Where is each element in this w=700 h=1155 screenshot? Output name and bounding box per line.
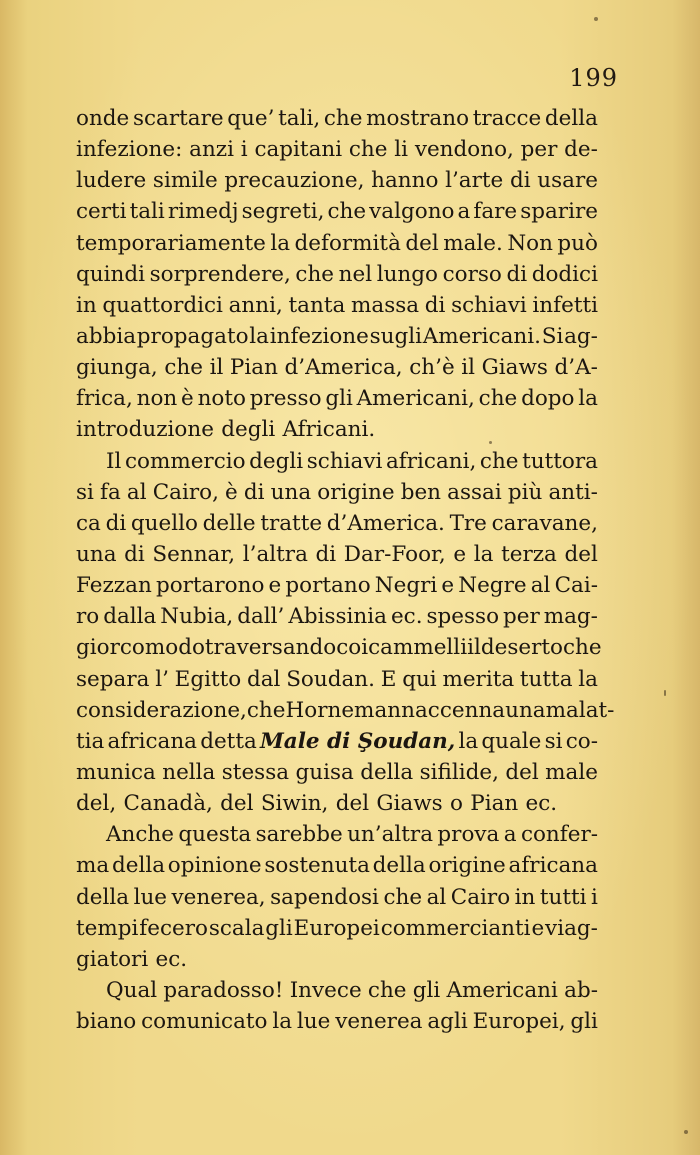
text-line bbox=[76, 383, 598, 414]
word: portarono bbox=[155, 573, 265, 599]
word: ag- bbox=[564, 323, 598, 349]
word: a bbox=[457, 199, 471, 225]
word: scartare bbox=[132, 106, 224, 131]
word: Europei bbox=[293, 915, 380, 941]
text-line bbox=[76, 601, 598, 632]
word: de- bbox=[564, 137, 598, 163]
emphasized-term: Male di Şoudan, bbox=[259, 728, 456, 754]
word: valgono bbox=[369, 199, 455, 225]
word: paradosso! bbox=[163, 977, 284, 1003]
word: fecero bbox=[139, 915, 208, 941]
text-line bbox=[76, 664, 598, 695]
word: temporariamente bbox=[76, 230, 266, 256]
text-line bbox=[76, 695, 615, 726]
word: traversando bbox=[204, 635, 337, 661]
word: di bbox=[506, 261, 528, 287]
word: capitani bbox=[254, 137, 343, 163]
word: Cai- bbox=[554, 573, 598, 599]
word: di bbox=[243, 479, 265, 505]
word: di bbox=[424, 292, 446, 318]
word: per bbox=[502, 604, 540, 630]
text-line bbox=[76, 477, 598, 508]
paper-speck bbox=[594, 17, 598, 21]
word: Qual bbox=[106, 977, 158, 1003]
word: che bbox=[327, 199, 367, 225]
text-line bbox=[76, 757, 598, 788]
word: giunga, bbox=[76, 355, 158, 381]
word: munica bbox=[76, 759, 156, 785]
word: abbia bbox=[76, 323, 137, 349]
word: Sennar, bbox=[152, 541, 236, 567]
text-line bbox=[76, 134, 598, 165]
word: Pian bbox=[470, 791, 519, 817]
word: ca bbox=[76, 510, 101, 536]
word: a bbox=[503, 822, 517, 848]
word: sarebbe bbox=[255, 822, 343, 848]
word: sugli bbox=[369, 323, 423, 349]
word: certi bbox=[76, 199, 127, 225]
word: i bbox=[240, 137, 248, 163]
word: che bbox=[383, 884, 423, 910]
word: del bbox=[220, 791, 254, 817]
word: ch’è bbox=[409, 355, 455, 381]
word: deformità bbox=[294, 230, 401, 256]
text-line bbox=[76, 290, 598, 321]
text-line bbox=[76, 570, 598, 601]
word: infetti bbox=[532, 292, 598, 318]
word: mag- bbox=[543, 604, 598, 630]
word: dalla bbox=[103, 604, 157, 630]
word: Cairo bbox=[450, 884, 511, 910]
word: giatori bbox=[76, 946, 149, 972]
word: co- bbox=[565, 728, 598, 754]
word: la bbox=[473, 541, 494, 567]
word: propagato bbox=[136, 323, 249, 349]
word: Anche bbox=[106, 822, 174, 848]
word: segreti, bbox=[241, 199, 325, 225]
word: male bbox=[545, 759, 598, 785]
word: simile bbox=[152, 168, 218, 194]
word: nel bbox=[338, 261, 373, 287]
word: Negri bbox=[374, 573, 438, 599]
word: scala bbox=[208, 915, 265, 941]
word: quindi bbox=[76, 261, 145, 287]
word: frica, bbox=[76, 386, 133, 412]
text-line bbox=[76, 539, 598, 570]
word: un’altra bbox=[347, 822, 434, 848]
word: lue bbox=[296, 1009, 331, 1035]
word: Canadà, bbox=[123, 791, 213, 817]
text-line bbox=[76, 321, 598, 352]
word: Abissinia bbox=[288, 604, 387, 630]
word: sparire bbox=[520, 199, 598, 225]
word: Si bbox=[541, 323, 564, 349]
word: ec. bbox=[155, 946, 188, 972]
word: presso bbox=[249, 386, 322, 412]
word: è bbox=[181, 386, 194, 412]
word: sostenuta bbox=[264, 853, 370, 879]
word: della bbox=[76, 884, 130, 910]
body-text bbox=[76, 103, 615, 1037]
paper-speck bbox=[664, 690, 666, 696]
word: massa bbox=[350, 292, 420, 318]
word: fa bbox=[100, 479, 121, 505]
word: terza bbox=[501, 541, 557, 567]
word: tratte bbox=[260, 510, 323, 536]
word: gli bbox=[570, 1009, 598, 1035]
word: gli bbox=[325, 386, 353, 412]
word: Hornemann bbox=[285, 697, 415, 723]
word: delle bbox=[202, 510, 256, 536]
text-line bbox=[76, 882, 598, 913]
word: l’ bbox=[155, 666, 169, 692]
word: schiavi bbox=[306, 448, 383, 474]
word: una bbox=[270, 479, 312, 505]
word: per bbox=[520, 137, 558, 163]
word: detta bbox=[200, 728, 257, 754]
word: questa bbox=[178, 822, 252, 848]
word: l’arte bbox=[445, 168, 504, 194]
word: che bbox=[348, 137, 388, 163]
text-line bbox=[76, 196, 598, 227]
word: africana bbox=[107, 728, 197, 754]
word: in bbox=[76, 292, 97, 318]
text-line bbox=[76, 944, 598, 975]
word: ben bbox=[400, 479, 442, 505]
text-line bbox=[76, 788, 598, 819]
word: quale bbox=[481, 728, 542, 754]
word: tali, bbox=[278, 106, 321, 131]
word: anzi bbox=[189, 137, 235, 163]
word: assai bbox=[447, 479, 502, 505]
word: caravane, bbox=[491, 510, 598, 536]
word: Americani, bbox=[356, 386, 475, 412]
text-line bbox=[76, 819, 598, 850]
word: d’America, bbox=[284, 355, 403, 381]
word: della bbox=[360, 759, 414, 785]
word: del bbox=[505, 759, 539, 785]
word: agli bbox=[427, 1009, 468, 1035]
text-line bbox=[76, 352, 598, 383]
word: li bbox=[394, 137, 409, 163]
word: gli bbox=[265, 915, 293, 941]
word: dal bbox=[246, 666, 281, 692]
word: ro bbox=[76, 604, 100, 630]
word: quattordici bbox=[102, 292, 223, 318]
text-line bbox=[76, 446, 598, 477]
word: accenna bbox=[414, 697, 506, 723]
word: che bbox=[323, 106, 363, 131]
word: anni, bbox=[228, 292, 283, 318]
word: merita bbox=[442, 666, 515, 692]
word: che bbox=[246, 697, 286, 723]
word: Americani bbox=[446, 977, 558, 1003]
word: E bbox=[380, 666, 397, 692]
word: schiavi bbox=[451, 292, 527, 318]
word: e bbox=[531, 915, 545, 941]
word: e bbox=[268, 573, 282, 599]
word: ab- bbox=[564, 977, 598, 1003]
word: del bbox=[564, 541, 598, 567]
word: che bbox=[478, 386, 518, 412]
word: Negre bbox=[458, 573, 527, 599]
word: fare bbox=[473, 199, 518, 225]
word: Non bbox=[507, 230, 553, 256]
text-line bbox=[76, 165, 598, 196]
page-number: 199 bbox=[569, 64, 618, 92]
word: tempi bbox=[76, 915, 139, 941]
word: degli bbox=[221, 417, 276, 443]
text-line bbox=[76, 726, 598, 757]
word: tali bbox=[129, 199, 165, 225]
word: della bbox=[544, 106, 598, 131]
word: la bbox=[458, 728, 479, 754]
word: precauzione, bbox=[224, 168, 365, 194]
word: coi bbox=[336, 635, 369, 661]
word: del bbox=[405, 230, 439, 256]
word: Pian bbox=[229, 355, 278, 381]
word: d’America. bbox=[326, 510, 445, 536]
word: infezione bbox=[269, 323, 369, 349]
text-line bbox=[76, 975, 598, 1006]
word: prova bbox=[437, 822, 500, 848]
word: ma bbox=[76, 853, 110, 879]
word: al bbox=[530, 573, 551, 599]
word: la bbox=[270, 230, 291, 256]
word: rimedj bbox=[167, 199, 239, 225]
word: biano bbox=[76, 1009, 137, 1035]
word: comodo bbox=[119, 635, 205, 661]
word: malat- bbox=[545, 697, 615, 723]
word: Invece bbox=[289, 977, 362, 1003]
word: d’A- bbox=[554, 355, 598, 381]
word: cammelli bbox=[368, 635, 468, 661]
word: in bbox=[514, 884, 536, 910]
word: vendono, bbox=[414, 137, 514, 163]
word: Dar-Foor, bbox=[343, 541, 446, 567]
text-line bbox=[76, 632, 602, 663]
word: usare bbox=[537, 168, 598, 194]
word: que’ bbox=[227, 106, 275, 131]
word: la bbox=[249, 323, 269, 349]
word: di bbox=[105, 510, 127, 536]
word: quello bbox=[130, 510, 198, 536]
word: confer- bbox=[520, 822, 598, 848]
text-line bbox=[76, 228, 598, 259]
word: mostrano bbox=[366, 106, 470, 131]
word: l’altra bbox=[242, 541, 308, 567]
word: al bbox=[426, 884, 447, 910]
text-line bbox=[76, 103, 598, 134]
text-line bbox=[76, 1006, 598, 1037]
word: male. bbox=[443, 230, 503, 256]
word: Fezzan bbox=[76, 573, 152, 599]
word: tuttora bbox=[522, 448, 598, 474]
word: separa bbox=[76, 666, 150, 692]
word: della bbox=[372, 853, 426, 879]
word: sifilide, bbox=[419, 759, 499, 785]
word: Tre bbox=[449, 510, 487, 536]
word: venerea bbox=[335, 1009, 423, 1035]
word: considerazione, bbox=[76, 697, 247, 723]
word: tia bbox=[76, 728, 105, 754]
word: africani, bbox=[385, 448, 477, 474]
word: stessa bbox=[221, 759, 290, 785]
word: si bbox=[76, 479, 94, 505]
word: Europei, bbox=[472, 1009, 566, 1035]
word: onde bbox=[76, 106, 130, 131]
word: dall’ bbox=[237, 604, 285, 630]
paper-speck bbox=[489, 441, 492, 444]
word: del bbox=[335, 791, 370, 817]
word: qui bbox=[402, 666, 437, 692]
word: lungo bbox=[376, 261, 438, 287]
word: una bbox=[505, 697, 546, 723]
word: Siwin, bbox=[260, 791, 329, 817]
word: della bbox=[111, 853, 166, 879]
word: che bbox=[164, 355, 203, 381]
word: e bbox=[441, 573, 455, 599]
word: più bbox=[507, 479, 543, 505]
word: spesso bbox=[426, 604, 500, 630]
word: una bbox=[76, 541, 117, 567]
word: che bbox=[562, 635, 602, 661]
word: introduzione bbox=[76, 417, 214, 443]
word: la bbox=[578, 666, 598, 692]
word: venerea, bbox=[171, 884, 266, 910]
word: è bbox=[225, 479, 238, 505]
word: lue bbox=[133, 884, 168, 910]
word: Giaws bbox=[481, 355, 548, 381]
word: i bbox=[591, 884, 598, 910]
text-line bbox=[76, 850, 598, 881]
word: o bbox=[449, 791, 463, 817]
word: dodici bbox=[531, 261, 598, 287]
word: ec. bbox=[390, 604, 423, 630]
word: infezione: bbox=[76, 137, 183, 163]
word: il bbox=[467, 635, 481, 661]
word: sorprendere, bbox=[149, 261, 291, 287]
word: portano bbox=[285, 573, 371, 599]
word: comunicato bbox=[141, 1009, 268, 1035]
word: anti- bbox=[548, 479, 598, 505]
word: può bbox=[557, 230, 598, 256]
word: Nubia, bbox=[160, 604, 234, 630]
word: Il bbox=[106, 448, 122, 474]
word: guisa bbox=[295, 759, 354, 785]
word: commercianti bbox=[380, 915, 531, 941]
word: gli bbox=[412, 977, 441, 1003]
word: tutti bbox=[539, 884, 587, 910]
word: tracce bbox=[472, 106, 542, 131]
word: la bbox=[578, 386, 598, 412]
word: africana bbox=[508, 853, 598, 879]
word: il bbox=[461, 355, 476, 381]
word: degli bbox=[249, 448, 304, 474]
word: dopo bbox=[521, 386, 575, 412]
word: Cairo, bbox=[152, 479, 219, 505]
word: hanno bbox=[371, 168, 439, 194]
text-line bbox=[76, 259, 598, 290]
word: Egitto bbox=[174, 666, 242, 692]
word: di bbox=[124, 541, 145, 567]
word: tanta bbox=[288, 292, 346, 318]
word: deserto bbox=[480, 635, 563, 661]
word: che bbox=[479, 448, 519, 474]
word: tutta bbox=[519, 666, 573, 692]
paper-speck bbox=[684, 1130, 688, 1134]
word: la bbox=[272, 1009, 293, 1035]
word: si bbox=[544, 728, 563, 754]
word: nella bbox=[162, 759, 216, 785]
word: che bbox=[295, 261, 335, 287]
text-line bbox=[76, 414, 598, 445]
word: Americani. bbox=[422, 323, 541, 349]
word: noto bbox=[197, 386, 246, 412]
word: origine bbox=[317, 479, 395, 505]
word: Giaws bbox=[376, 791, 443, 817]
word: sapendosi bbox=[270, 884, 379, 910]
word: del, bbox=[76, 791, 117, 817]
word: di bbox=[509, 168, 531, 194]
word: origine bbox=[428, 853, 506, 879]
word: che bbox=[367, 977, 407, 1003]
word: ec. bbox=[525, 791, 558, 817]
word: commercio bbox=[124, 448, 246, 474]
text-line bbox=[76, 508, 598, 539]
word: e bbox=[453, 541, 467, 567]
word: opinione bbox=[167, 853, 262, 879]
word: Soudan. bbox=[286, 666, 375, 692]
word: non bbox=[136, 386, 178, 412]
word: corso bbox=[442, 261, 502, 287]
word: ludere bbox=[76, 168, 147, 194]
word: viag- bbox=[545, 915, 598, 941]
word: Africani. bbox=[282, 417, 376, 443]
word: di bbox=[315, 541, 337, 567]
word: il bbox=[209, 355, 224, 381]
text-line bbox=[76, 913, 598, 944]
word: al bbox=[126, 479, 147, 505]
word: gior bbox=[76, 635, 120, 661]
